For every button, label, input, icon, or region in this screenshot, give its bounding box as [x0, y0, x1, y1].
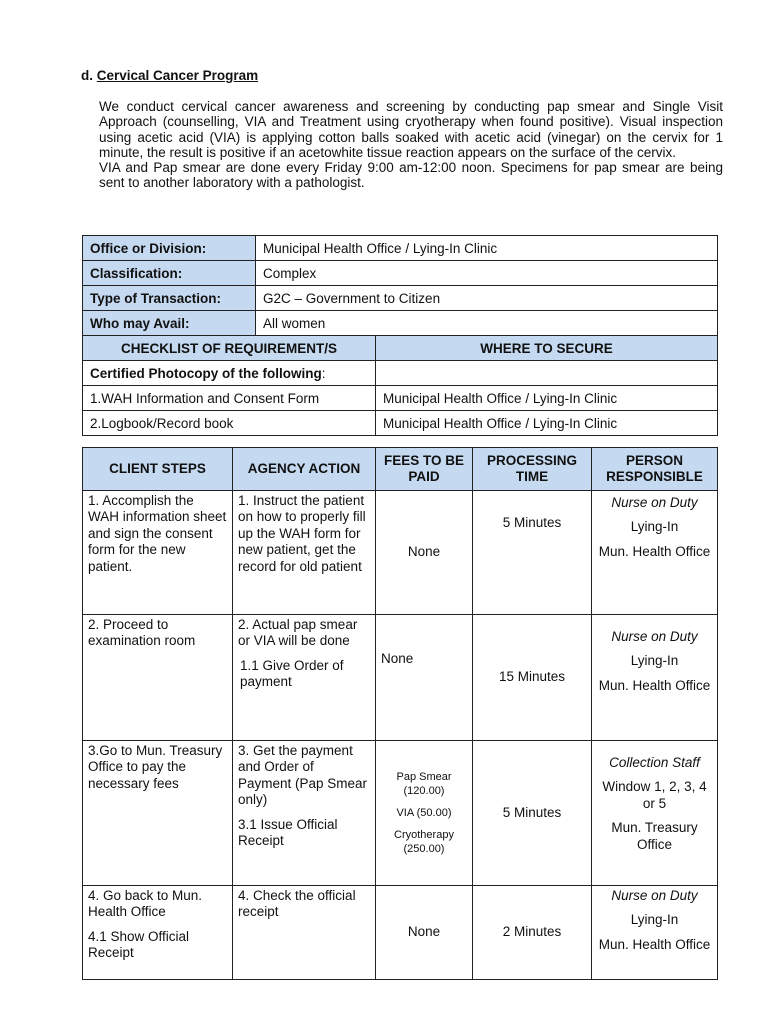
- person-role: Nurse on Duty: [611, 888, 698, 903]
- checklist-header: CHECKLIST OF REQUIREMENT/S: [83, 336, 376, 361]
- requirements-intro-row: [83, 361, 718, 386]
- client-steps-table: [82, 447, 718, 980]
- requirements-intro-empty: [376, 361, 718, 386]
- info-label: Classification:: [83, 261, 256, 286]
- step-row: [83, 491, 718, 615]
- requirement-name: 2.Logbook/Record book: [83, 411, 376, 436]
- info-row: [83, 311, 718, 336]
- client-steps-header: CLIENT STEPS: [83, 448, 233, 491]
- processing-time-text: 5 Minutes: [502, 515, 562, 530]
- fees: [376, 615, 473, 741]
- person-office: Mun. Health Office: [598, 936, 711, 952]
- person-responsible: [592, 886, 718, 980]
- requirements-intro: [83, 361, 376, 386]
- info-value: All women: [256, 311, 718, 336]
- fees-header: FEES TO BE PAID: [376, 448, 473, 491]
- person-responsible: [592, 491, 718, 615]
- info-row: [83, 286, 718, 311]
- intro-text: [99, 99, 723, 191]
- info-label: Office or Division:: [83, 236, 256, 261]
- info-row: [83, 261, 718, 286]
- requirement-name: 1.WAH Information and Consent Form: [83, 386, 376, 411]
- processing-time: [473, 741, 592, 886]
- client-step-text: 4. Go back to Mun. Health Office: [88, 888, 203, 920]
- client-step-text: 4.1 Show Official Receipt: [88, 928, 190, 961]
- person-location: Lying-In: [630, 912, 679, 928]
- fee-text: None: [381, 651, 414, 666]
- processing-time-text: 15 Minutes: [498, 669, 566, 685]
- person-responsible: [592, 615, 718, 741]
- agency-action: [233, 741, 376, 886]
- agency-action-text: 1.1 Give Order of payment: [240, 657, 344, 690]
- agency-action: [233, 615, 376, 741]
- requirements-header-row: [83, 336, 718, 361]
- agency-action-text: 1. Instruct the patient on how to properly fill up the WAH form for new patient, get the record for old patient: [238, 493, 366, 574]
- fee-text: Pap Smear (120.00): [396, 771, 452, 797]
- section-letter: d.: [81, 68, 93, 83]
- person-location: Lying-In: [630, 653, 679, 669]
- person-office: Mun. Health Office: [598, 677, 711, 693]
- intro-paragraph: We conduct cervical cancer awareness and screening by conducting pap smear and Single Visit Approach (counselling, VIA and Treatment using cryotherapy when found positive). Visual inspection using acetic acid (VIA) is applying cotton balls soaked with acetic acid (vinegar) on the cervix for 1 minute, the result is positive if an acetowhite tissue reaction appears on the surface of the cervix.: [99, 99, 723, 160]
- section-heading: [81, 68, 258, 83]
- person-office: Mun. Treasury Office: [611, 820, 698, 852]
- agency-action-text: 3.1 Issue Official Receipt: [238, 816, 338, 849]
- section-title: Cervical Cancer Program: [96, 68, 259, 83]
- info-label: Who may Avail:: [83, 311, 256, 336]
- processing-time: [473, 886, 592, 980]
- requirement-row: [83, 386, 718, 411]
- step-row: [83, 615, 718, 741]
- service-info-table: [82, 235, 718, 436]
- requirement-row: [83, 411, 718, 436]
- person-responsible: [592, 741, 718, 886]
- requirement-where: Municipal Health Office / Lying-In Clinic: [376, 411, 718, 436]
- step-row: [83, 886, 718, 980]
- fees: [376, 886, 473, 980]
- agency-action-text: 2. Actual pap smear or VIA will be done: [238, 617, 358, 649]
- agency-action-text: 4. Check the official receipt: [238, 888, 356, 920]
- client-step-text: 3.Go to Mun. Treasury Office to pay the necessary fees: [88, 743, 223, 791]
- info-value: G2C – Government to Citizen: [256, 286, 718, 311]
- person-location: Lying-In: [630, 519, 679, 535]
- agency-action: [233, 886, 376, 980]
- person-location: Window 1, 2, 3, 4 or 5: [602, 779, 707, 811]
- requirements-intro-colon: :: [321, 365, 326, 381]
- requirements-intro-bold: Certified Photocopy of the following: [90, 365, 322, 381]
- fees: [376, 491, 473, 615]
- person-role: Nurse on Duty: [611, 629, 698, 644]
- steps-header-row: [83, 448, 718, 491]
- client-step-text: 2. Proceed to examination room: [88, 617, 196, 649]
- requirement-where: Municipal Health Office / Lying-In Clinic: [376, 386, 718, 411]
- client-step: [83, 886, 233, 980]
- processing-time-text: 5 Minutes: [502, 804, 562, 820]
- info-label: Type of Transaction:: [83, 286, 256, 311]
- person-role: Nurse on Duty: [611, 495, 698, 510]
- step-row: [83, 741, 718, 886]
- person-office: Mun. Health Office: [598, 543, 711, 559]
- fee-text: None: [407, 924, 441, 940]
- person-role: Collection Staff: [609, 755, 700, 770]
- processing-time: [473, 615, 592, 741]
- processing-time: [473, 491, 592, 615]
- agency-action-header: AGENCY ACTION: [233, 448, 376, 491]
- fees: [376, 741, 473, 886]
- person-responsible-header: PERSON RESPONSIBLE: [592, 448, 718, 491]
- fee-text: None: [407, 544, 441, 560]
- info-value: Complex: [256, 261, 718, 286]
- info-row: [83, 236, 718, 261]
- client-step-text: 1. Accomplish the WAH information sheet and sign the consent form for the new patient.: [88, 493, 227, 574]
- client-step: [83, 615, 233, 741]
- client-step: [83, 491, 233, 615]
- fee-text: VIA (50.00): [396, 807, 452, 819]
- where-to-secure-header: WHERE TO SECURE: [376, 336, 718, 361]
- info-value: Municipal Health Office / Lying-In Clinic: [256, 236, 718, 261]
- agency-action: [233, 491, 376, 615]
- processing-time-header: PROCESSING TIME: [473, 448, 592, 491]
- intro-paragraph: VIA and Pap smear are done every Friday 9:00 am-12:00 noon. Specimens for pap smear are being sent to another laboratory with a pathologist.: [99, 160, 723, 191]
- processing-time-text: 2 Minutes: [502, 924, 562, 940]
- agency-action-text: 3. Get the payment and Order of Payment (Pap Smear only): [238, 743, 368, 808]
- fee-text: Cryotherapy (250.00): [394, 829, 454, 855]
- client-step: [83, 741, 233, 886]
